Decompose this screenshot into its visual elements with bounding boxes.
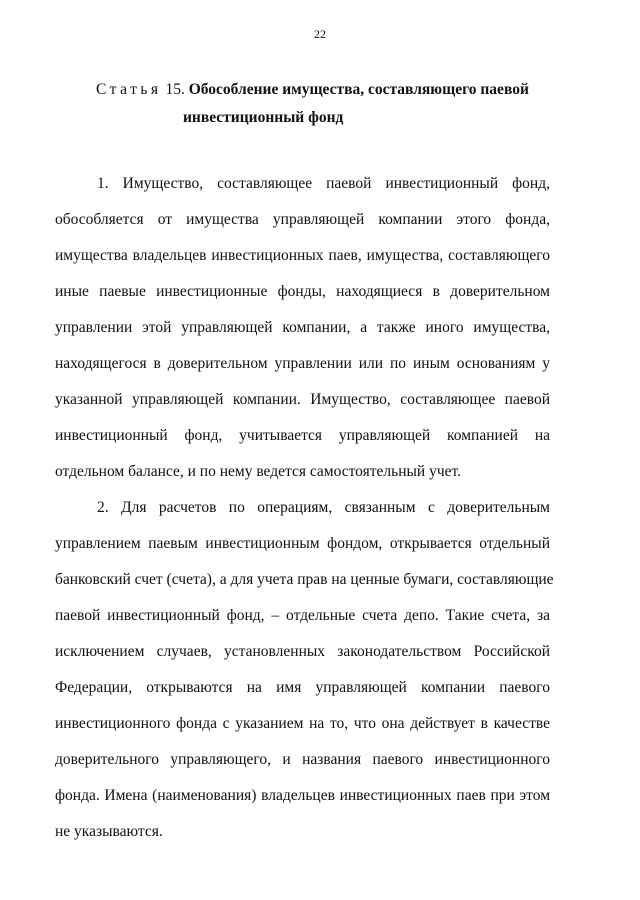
paragraph-2-line: доверительного управляющего, и названия паевого инвестиционного [55, 751, 550, 768]
paragraph-1-line: 1. Имущество, составляющее паевой инвестиционный фонд, [97, 175, 550, 192]
article-heading-line1: Обособление имущества, составляющего паевой [188, 81, 529, 98]
paragraph-2-line: банковский счет (счета), а для учета прав на ценные бумаги, составляющие [55, 571, 554, 588]
paragraph-1-line: имущества владельцев инвестиционных паев, имущества, составляющего [55, 247, 550, 264]
paragraph-2-line: не указываются. [55, 823, 163, 840]
paragraph-2-line: инвестиционного фонда с указанием на то, что она действует в качестве [55, 715, 550, 732]
paragraph-1-line: отдельном балансе, и по нему ведется самостоятельный учет. [55, 463, 462, 480]
paragraph-2-line: Федерации, открываются на имя управляющей компании паевого [55, 679, 550, 696]
paragraph-2-line: управлением паевым инвестиционным фондом, открывается отдельный [55, 535, 550, 552]
paragraph-1-line: инвестиционный фонд, учитывается управляющей компанией на [55, 427, 550, 444]
article-number: 15. [165, 81, 185, 98]
article-body [55, 166, 554, 850]
paragraph-1-line: находящегося в доверительном управлении или по иным основаниям у [55, 355, 550, 372]
paragraph-1-line: иные паевые инвестиционные фонды, находящиеся в доверительном [55, 283, 550, 300]
article-heading-line2: инвестиционный фонд [183, 109, 344, 126]
article-label: Статья [96, 81, 162, 98]
paragraph-1-line: управлении этой управляющей компании, а также иного имущества, [55, 319, 550, 336]
paragraph-2-line: паевой инвестиционный фонд, – отдельные счета депо. Такие счета, за [55, 607, 550, 624]
paragraph-1-line: указанной управляющей компании. Имущество, составляющее паевой [55, 391, 550, 408]
paragraph-2-line: 2. Для расчетов по операциям, связанным с доверительным [97, 499, 550, 516]
paragraph-1-line: обособляется от имущества управляющей компании этого фонда, [55, 211, 550, 228]
paragraph-2-line: исключением случаев, установленных законодательством Российской [55, 643, 550, 660]
article-title [96, 76, 566, 132]
page-number: 22 [314, 27, 326, 41]
paragraph-2-line: фонда. Имена (наименования) владельцев инвестиционных паев при этом [55, 787, 550, 804]
